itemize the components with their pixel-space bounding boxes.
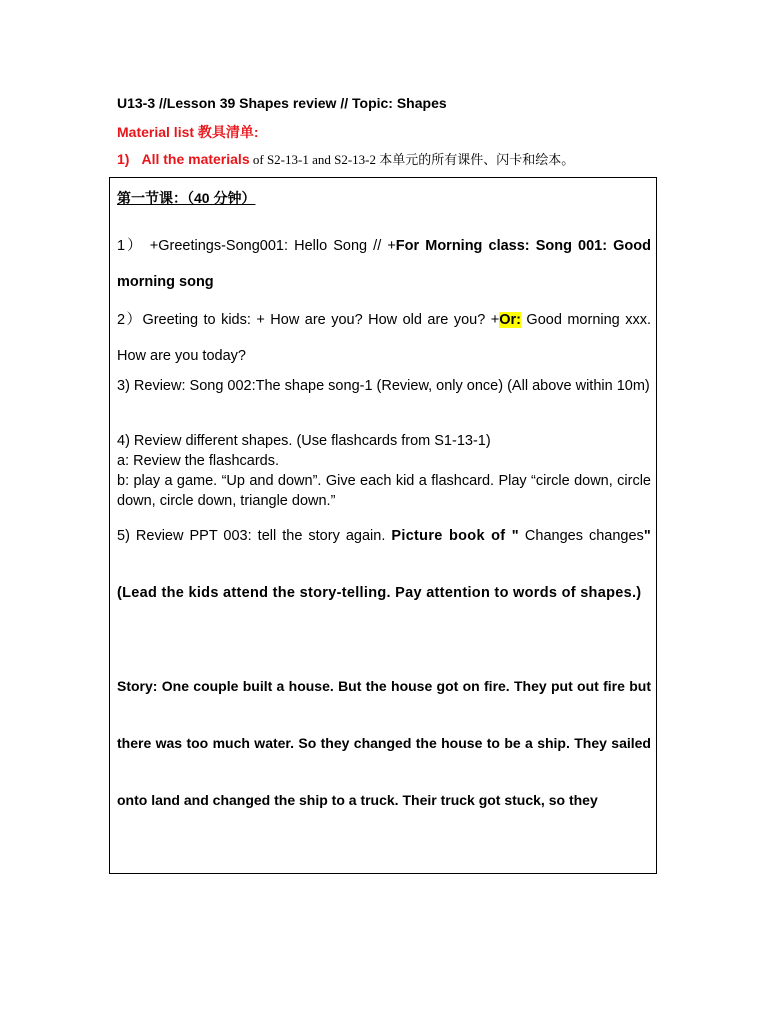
story-paragraph [117,658,651,829]
step-1 [117,228,651,300]
step-2-rest: Good morning xxx. How are you today? [117,312,651,364]
materials-rest: of S2-13-1 and S2-13-2 本单元的所有课件、闪卡和绘本。 [249,152,575,167]
step-3 [117,372,651,401]
step-4-line-2: a: Review the flashcards. [117,453,279,469]
step-5-text-2: Changes changes [518,528,644,544]
step-5 [117,508,651,622]
material-list-heading: Material list 教具清单: [117,124,259,140]
step-4 [117,431,651,511]
materials-line [117,149,574,168]
story-text: Story: One couple built a house. But the house got on fire. They put out fire but there was too much water. So they changed the house to be a ship. They sailed onto land and changed the ship to a truck. Their truck got stuck, so they [117,678,651,808]
step-4-line-3: b: play a game. “Up and down”. Give each kid a flashcard. Play “circle down, circle down, circle down, triangle down.” [117,473,651,509]
step-1-bold: For Morning class: Song 001: Good morning song [117,238,651,290]
materials-number: 1) [117,151,130,167]
step-3-text: 3) Review: Song 002:The shape song-1 (Review, only once) (All above within 10m) [117,378,650,394]
materials-bold: All the materials [141,151,250,167]
step-1-text: 1） +Greetings-Song001: Hello Song // + [117,238,396,254]
lesson-title: U13-3 //Lesson 39 Shapes review // Topic: Shapes [117,95,447,111]
step-4-line-1: 4) Review different shapes. (Use flashcards from S1-13-1) [117,433,491,449]
step-5-bold-2: " (Lead the kids attend the story-telling. Pay attention to words of shapes.) [117,528,651,601]
step-2-highlight: Or: [499,312,521,328]
lesson-plan-box [109,177,657,874]
section-title: 第一节课：（40 分钟） [117,190,256,206]
step-2 [117,302,651,374]
step-5-text: 5) Review PPT 003: tell the story again. [117,528,392,544]
step-5-bold-1: Picture book of " [391,528,519,544]
step-2-text: 2）Greeting to kids: + How are you? How old are you? + [117,312,500,328]
